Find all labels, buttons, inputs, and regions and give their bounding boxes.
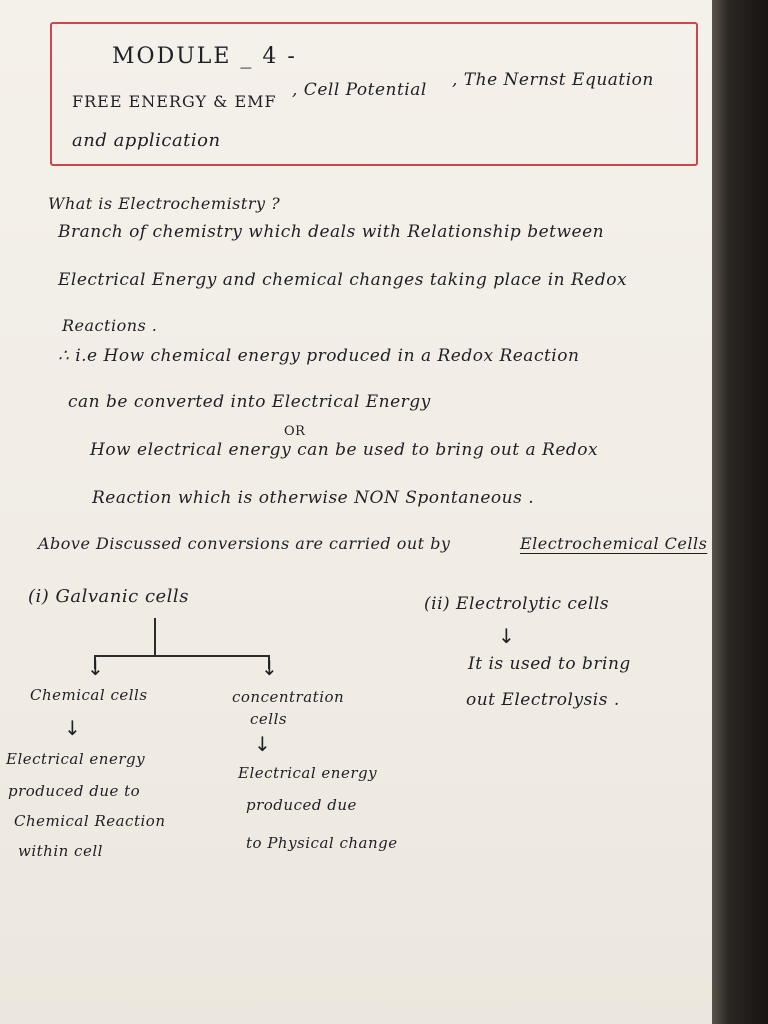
- definition-line-1: Branch of chemistry which deals with Relationship between: [58, 222, 605, 242]
- electrolytic-cells-label: (ii) Electrolytic cells: [424, 594, 610, 614]
- tree-stem: [154, 618, 156, 656]
- concentration-label-1: concentration: [232, 688, 345, 706]
- concentration-desc-line-3: to Physical change: [246, 834, 398, 852]
- definition-line-3: Reactions .: [62, 316, 158, 335]
- chemical-cells-label: Chemical cells: [30, 686, 148, 704]
- topic-application: and application: [72, 130, 221, 151]
- electrolytic-desc-line-2: out Electrolysis .: [466, 690, 620, 710]
- arrow-down-icon: ↓: [64, 716, 81, 740]
- electrochemical-cells-label: Electrochemical Cells: [520, 534, 708, 553]
- page-edge-shadow: [712, 0, 768, 1024]
- topic-nernst: , The Nernst Equation: [452, 70, 654, 90]
- chemical-desc-line-4: within cell: [18, 842, 103, 860]
- tree-branch: [94, 655, 270, 657]
- ie-line-1: ∴ i.e How chemical energy produced in a Redox Reaction: [58, 346, 580, 366]
- concentration-label-2: cells: [250, 710, 288, 728]
- or-label: OR: [284, 424, 306, 439]
- arrow-down-icon: ↓: [498, 624, 515, 648]
- arrow-down-icon: ↓: [261, 656, 278, 680]
- chemical-desc-line-3: Chemical Reaction: [14, 812, 166, 830]
- galvanic-cells-label: (i) Galvanic cells: [28, 586, 189, 607]
- concentration-desc-line-2: produced due: [246, 796, 357, 814]
- ie-line-3: How electrical energy can be used to bring out a Redox: [90, 440, 599, 460]
- above-line: Above Discussed conversions are carried out by: [38, 534, 451, 553]
- arrow-down-icon: ↓: [87, 656, 104, 680]
- chemical-desc-line-1: Electrical energy: [6, 750, 146, 768]
- electrolytic-desc-line-1: It is used to bring: [468, 654, 631, 674]
- ie-line-4: Reaction which is otherwise NON Spontaneous .: [92, 488, 535, 508]
- ie-line-2: can be converted into Electrical Energy: [68, 392, 431, 412]
- arrow-down-icon: ↓: [254, 732, 271, 756]
- topic-free-energy: FREE ENERGY & EMF: [72, 92, 277, 111]
- question-heading: What is Electrochemistry ?: [48, 194, 281, 213]
- module-title: MODULE _ 4 -: [112, 44, 297, 69]
- topic-cell-potential: , Cell Potential: [292, 80, 427, 100]
- definition-line-2: Electrical Energy and chemical changes taking place in Redox: [58, 270, 628, 290]
- concentration-desc-line-1: Electrical energy: [238, 764, 378, 782]
- chemical-desc-line-2: produced due to: [8, 782, 141, 800]
